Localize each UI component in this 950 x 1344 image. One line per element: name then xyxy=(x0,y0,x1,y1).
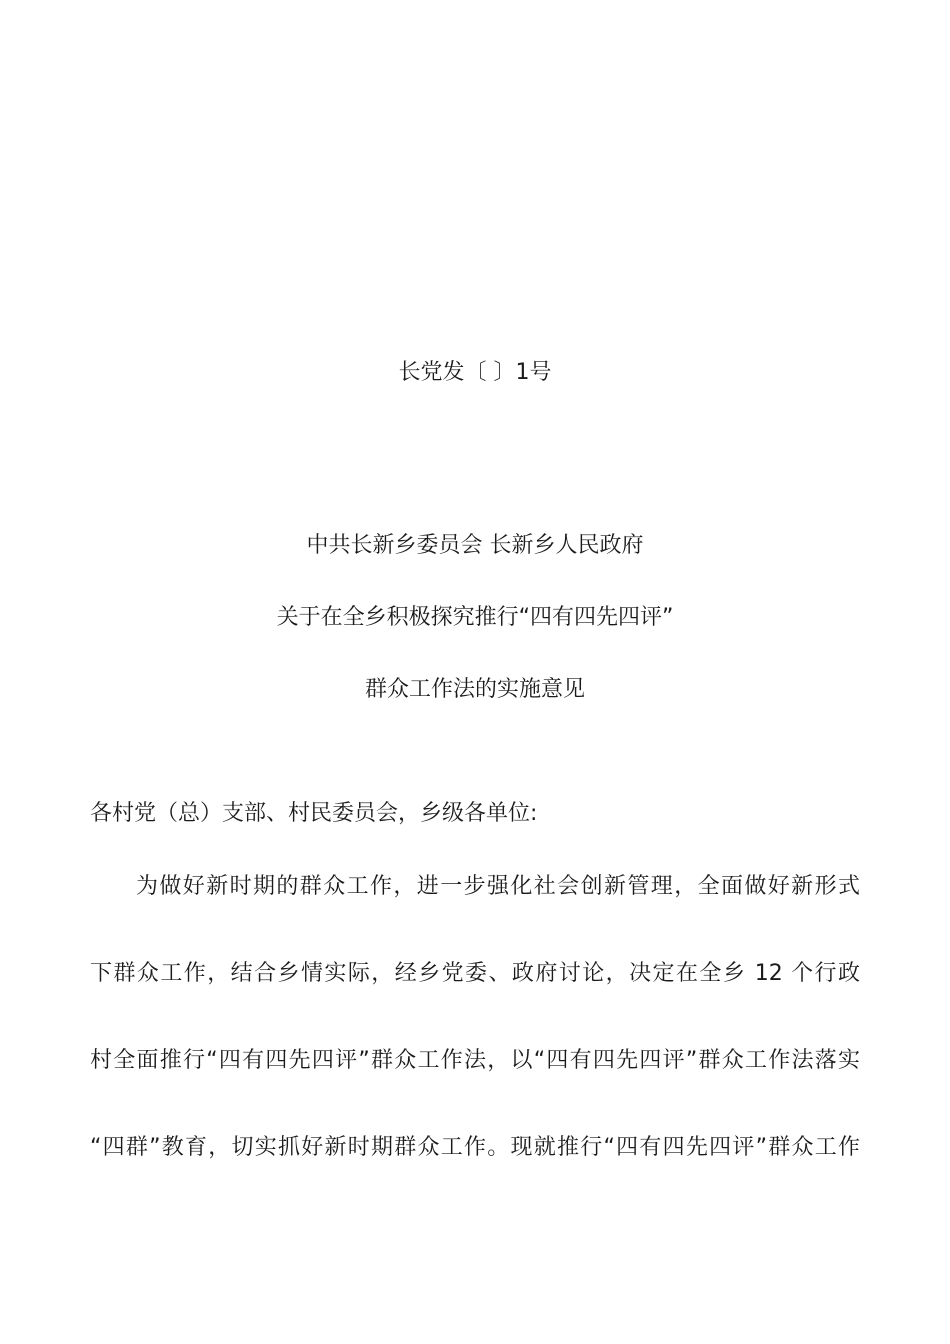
salutation: 各村党（总）支部、村民委员会，乡级各单位: xyxy=(90,801,538,826)
document-title-line-3: 群众工作法的实施意见 xyxy=(364,677,585,702)
body-text-line: “四群”教育，切实抓好新时期群众工作。现就推行“四有四先四评”群众工作 xyxy=(90,1135,860,1160)
body-text-line: 为做好新时期的群众工作，进一步强化社会创新管理，全面做好新形式 xyxy=(136,874,860,899)
body-text-line: 村全面推行“四有四先四评”群众工作法，以“四有四先四评”群众工作法落实 xyxy=(90,1048,860,1073)
document-title-line-2: 关于在全乡积极探究推行“四有四先四评” xyxy=(276,605,674,630)
body-text-line: 下群众工作，结合乡情实际，经乡党委、政府讨论，决定在全乡 12 个行政 xyxy=(90,961,860,986)
document-title-line-1: 中共长新乡委员会 长新乡人民政府 xyxy=(306,533,644,558)
document-number: 长党发〔 〕1号 xyxy=(398,360,552,385)
